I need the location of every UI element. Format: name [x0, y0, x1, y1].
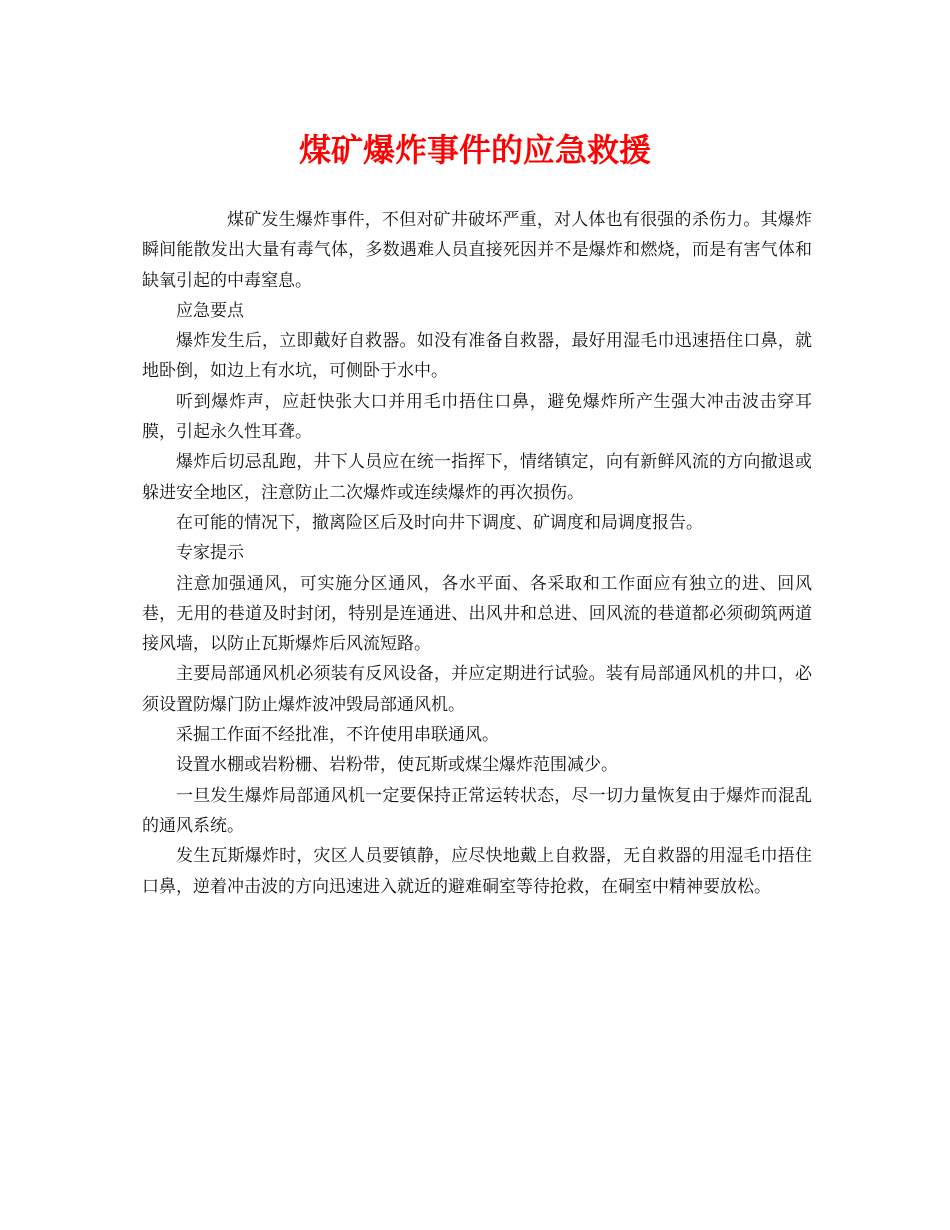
- paragraph: 设置水棚或岩粉栅、岩粉带，使瓦斯或煤尘爆炸范围减少。: [176, 755, 618, 776]
- paragraph: 听到爆炸声，应赶快张大口并用毛巾捂住口鼻，避免爆炸所产生强大冲击波击穿耳膜，引起永久性耳聋。: [142, 391, 812, 443]
- paragraph: 发生瓦斯爆炸时，灾区人员要镇静，应尽快地戴上自救器，无自救器的用湿毛巾捂住口鼻，逆着冲击波的方向迅速进入就近的避难硐室等待抢救，在硐室中精神要放松。: [142, 846, 812, 897]
- paragraph: 注意加强通风，可实施分区通风，各水平面、各采取和工作面应有独立的进、回风巷，无用的巷道及时封闭，特别是连通进、出风井和总进、回风流的巷道都必须砌筑两道接风墙，以防止瓦斯爆炸后风流短路。: [142, 573, 812, 655]
- document-body: [142, 205, 812, 902]
- paragraph: 爆炸发生后，立即戴好自救器。如没有准备自救器，最好用湿毛巾迅速捂住口鼻，就地卧倒，如边上有水坑，可侧卧于水中。: [142, 331, 812, 382]
- section-heading-expert-tips: 专家提示: [176, 543, 244, 564]
- paragraph: 主要局部通风机必须装有反风设备，并应定期进行试验。装有局部通风机的井口，必须设置防爆门防止爆炸波冲毁局部通风机。: [142, 664, 812, 715]
- paragraph: 采掘工作面不经批准，不许使用串联通风。: [176, 725, 499, 746]
- paragraph: 在可能的情况下，撤离险区后及时向井下调度、矿调度和局调度报告。: [176, 512, 703, 533]
- section-heading-emergency-points: 应急要点: [176, 300, 244, 321]
- paragraph: 爆炸后切忌乱跑，井下人员应在统一指挥下，情绪镇定，向有新鲜风流的方向撤退或躲进安全地区，注意防止二次爆炸或连续爆炸的再次损伤。: [142, 452, 812, 503]
- intro-paragraph: 煤矿发生爆炸事件，不但对矿井破坏严重，对人体也有很强的杀伤力。其爆炸瞬间能散发出大量有毒气体，多数遇难人员直接死因并不是爆炸和燃烧，而是有害气体和缺氧引起的中毒窒息。: [142, 210, 812, 291]
- document-title: 煤矿爆炸事件的应急救援: [298, 131, 651, 169]
- paragraph: 一旦发生爆炸局部通风机一定要保持正常运转状态，尽一切力量恢复由于爆炸而混乱的通风系统。: [142, 785, 812, 836]
